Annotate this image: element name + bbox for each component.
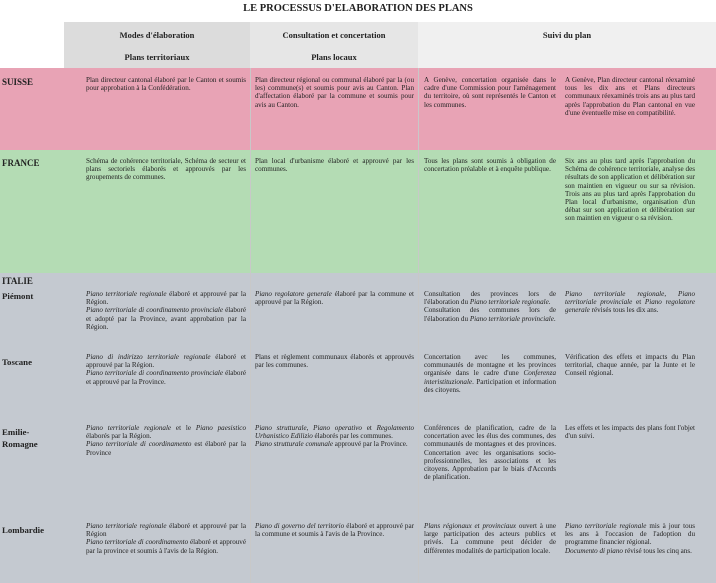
suisse-suivi-2: A Genève, Plan directeur cantonal réexaminé tous les dix ans et Plans directeurs communaux réexaminés trois ans au plus tard après l'approbation du Plan cantonal en vue d'une éventuelle mise en compatibilité. — [565, 76, 695, 117]
piemont-modes: Piano territoriale regionale élaboré et approuvé par la Région. Piano territoriale di coordinamento provinciale élaboré et adopté par la Province, avant approbation par la Région. — [86, 290, 246, 331]
toscane-suivi-2: Vérification des effets et impacts du Plan territorial, chaque année, par la Junte et le Conseil régional. — [565, 353, 695, 378]
lombardie-modes: Piano territoriale regionale élaboré et approuvé par la Région Piano territoriale di coordinamento élaboré et approuvé par la province et soumis à l'avis de la Région. — [86, 522, 246, 555]
piemont-suivi-1: Consultation des provinces lors de l'élaboration du Piano territoriale regionale. Consultation des communes lors de l'élaboration du Piano territoriale provinciale. — [424, 290, 556, 323]
emilie-suivi-2: Les effets et les impacts des plans font l'objet d'un suivi. — [565, 424, 695, 441]
row-france — [0, 150, 716, 273]
header-consultation — [250, 22, 418, 68]
suisse-consultation: Plan directeur régional ou communal élaboré par la (ou les) commune(s) et soumis pour avis au Canton. Plan d'affectation élaboré par la commune et soumis pour avis au Canton. — [255, 76, 414, 109]
region-piemont: Piémont — [2, 291, 34, 301]
lombardie-suivi-2: Piano territoriale regionale mis à jour tous les ans à l'occasion de l'adoption du programme financier régional. Documento di piano révisé tous les cinq ans. — [565, 522, 695, 555]
header-empty — [0, 22, 64, 68]
france-modes: Schéma de cohérence territoriale, Schéma de secteur et plans sectoriels élaborés et approuvés par les groupements de communes. — [86, 157, 246, 182]
toscane-modes: Piano di indirizzo territoriale regionale élaboré et approuvé par la Région. Piano territoriale di coordinamento provinciale élaboré et approuvé par la Province. — [86, 353, 247, 386]
france-consultation: Plan local d'urbanisme élaboré et approuvé par les communes. — [255, 157, 414, 174]
country-italie: ITALIE — [2, 276, 33, 286]
header-plans-locaux: Plans locaux — [311, 52, 357, 62]
suisse-modes: Plan directeur cantonal élaboré par le Canton et soumis pour approbation à la Confédération. — [86, 76, 246, 93]
emilie-suivi-1: Conférences de planification, cadre de la concertation avec les élus des communes, des communautés de montagnes et des provinces. Concertation avec les organisations socio-professionnelles, les associations et les citoyens. Approbation par le biais d'Accords de planification. — [424, 424, 556, 482]
toscane-suivi-1: Concertation avec les communes, communautés de montagne et les provinces organisée dans le cadre d'une Conferenza interistituzionale. Participation et information des citoyens. — [424, 353, 556, 394]
country-suisse: SUISSE — [2, 77, 34, 87]
emilie-modes: Piano territoriale regionale et le Piano paesistico élaborés par la Région. Piano territoriale di coordinamento est élaboré par la Province — [86, 424, 246, 457]
france-suivi-1: Tous les plans sont soumis à obligation de concertation préalable et à enquête publique. — [424, 157, 556, 174]
header-modes-title: Modes d'élaboration — [119, 30, 195, 40]
toscane-consultation: Plans et règlement communaux élaborés et approuvés par les communes. — [255, 353, 414, 370]
france-suivi-2: Six ans au plus tard après l'approbation du Schéma de cohérence territoriale, analyse des résultats de son application et délibération sur son maintien en vigueur ou sur sa révision. Trois ans au plus tard après l'approbation du Plan local d'urbanisme, organisation d'un débat sur son application et délibération sur son maintien en vigueur o sa révision. — [565, 157, 696, 223]
piemont-suivi-2: Piano territoriale regionale, Piano territoriale provinciale et Piano regolatore generale révisés tous les dix ans. — [565, 290, 696, 315]
region-toscane: Toscane — [2, 357, 32, 367]
header-plans-territoriaux: Plans territoriaux — [124, 52, 190, 62]
suisse-suivi-1: A Genève, concertation organisée dans le cadre d'une Commission pour l'aménagement du territoire, où sont représentés le Canton et les communes. — [424, 76, 556, 109]
region-emilie-romagne: Emilie-Romagne — [2, 427, 38, 449]
header-suivi-title: Suivi du plan — [542, 30, 592, 40]
lombardie-consultation: Piano di governo del territorio élaboré et approuvé par la commune et soumis à l'avis de la Province. — [255, 522, 414, 539]
page-title: LE PROCESSUS D'ELABORATION DES PLANS — [0, 0, 716, 23]
row-suisse — [0, 68, 716, 150]
header-modes — [64, 22, 250, 68]
column-divider — [250, 68, 251, 583]
piemont-consultation: Piano regolatore generale élaboré par la commune et approuvé par la Région. — [255, 290, 415, 307]
header-suivi — [418, 22, 716, 68]
emilie-consultation: Piano strutturale, Piano operativo et Regolamento Urbanistico Edilizio élaborés par les communes. Piano strutturale comunale approuvé par la Province. — [255, 424, 414, 449]
header-consultation-title: Consultation et concertation — [282, 30, 386, 40]
lombardie-suivi-1: Plans régionaux et provinciaux ouvert à une large participation des acteurs publics et privés. La commune peut décider de différentes modalités de participation locale. — [424, 522, 556, 555]
column-divider — [418, 68, 419, 583]
region-lombardie: Lombardie — [2, 525, 45, 535]
row-italie — [0, 273, 716, 583]
country-france: FRANCE — [2, 158, 40, 168]
